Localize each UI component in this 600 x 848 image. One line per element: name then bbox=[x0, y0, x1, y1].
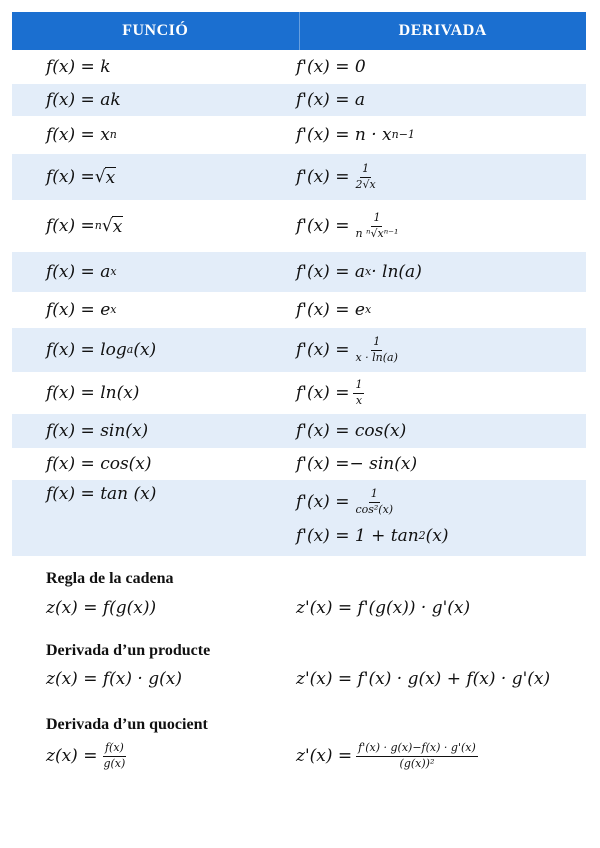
derivative-cell: f'(x) =− sin(x) bbox=[296, 454, 418, 474]
function-prefix: f(x) = bbox=[46, 216, 95, 236]
radical-sign: √ bbox=[94, 167, 106, 187]
function-cell: z(x) = f(x) · g(x) bbox=[46, 669, 182, 689]
function-cell: f(x) = a x bbox=[46, 262, 117, 282]
derivative-cell bbox=[290, 163, 586, 191]
fraction bbox=[353, 379, 364, 407]
function-suffix: (x) bbox=[133, 340, 157, 360]
function-base: f(x) = e bbox=[46, 300, 111, 320]
derivative-tail: · ln(a) bbox=[371, 262, 422, 282]
fraction bbox=[353, 336, 399, 364]
function-prefix: f(x) = bbox=[46, 167, 95, 187]
derivative-cell: f'(x) = e x bbox=[296, 300, 372, 320]
product-rule-block bbox=[12, 628, 586, 700]
chain-rule-title bbox=[12, 570, 290, 588]
derivative-prefix: f'(x) = bbox=[296, 167, 350, 187]
fraction bbox=[353, 488, 395, 516]
numerator: 1 bbox=[371, 212, 382, 227]
derivative-cell: f'(x) = n · x n−1 bbox=[296, 125, 415, 145]
function-prefix: f(x) = log bbox=[46, 340, 127, 360]
derivative-cell: z'(x) = f'(g(x)) · g'(x) bbox=[296, 598, 471, 618]
function-cell: f(x) = ak bbox=[46, 90, 121, 110]
function-cell: z(x) = f(g(x)) bbox=[46, 598, 157, 618]
radical-sign: √ bbox=[101, 216, 113, 236]
table-row bbox=[12, 292, 586, 328]
fraction bbox=[353, 212, 400, 240]
table-row bbox=[12, 414, 586, 448]
table-row bbox=[12, 116, 586, 154]
numerator: 1 bbox=[369, 488, 380, 503]
function-prefix: z(x) = bbox=[46, 746, 98, 766]
table-row bbox=[12, 372, 586, 414]
derivative-cell: f'(x) = $\frac{1}{\text{cos²(x)}}$ f'(x) = 1 + tan 2 (x) bbox=[296, 486, 449, 546]
fraction bbox=[353, 163, 377, 191]
section-heading-row bbox=[12, 556, 586, 588]
numerator: 1 bbox=[371, 336, 382, 351]
denominator: n ⁿ√xⁿ⁻¹ bbox=[355, 226, 399, 240]
denominator: 2√x bbox=[355, 177, 376, 191]
section-heading-row bbox=[12, 700, 586, 734]
table-row bbox=[12, 480, 586, 556]
derivative-prefix: z'(x) = bbox=[296, 746, 353, 766]
numerator: 1 bbox=[360, 163, 371, 178]
numerator: f(x) bbox=[103, 742, 126, 757]
denominator: (g(x))² bbox=[399, 756, 435, 770]
table-row bbox=[12, 660, 586, 698]
derivative-base: f'(x) = a bbox=[296, 262, 366, 282]
derivatives-table bbox=[12, 12, 586, 778]
function-cell: f(x) = e x bbox=[46, 300, 117, 320]
function-cell: f(x) = n √ x bbox=[46, 216, 123, 237]
header-derivative: DERIVADA bbox=[398, 22, 487, 39]
table-row bbox=[12, 328, 586, 372]
function-cell bbox=[12, 742, 290, 770]
function-cell: f(x) = ln(x) bbox=[46, 383, 140, 403]
section-title: Regla de la cadena bbox=[46, 570, 174, 587]
table-row bbox=[12, 252, 586, 292]
derivative-cell: z'(x) = f'(x) · g(x) + f(x) · g'(x) bbox=[296, 669, 551, 689]
function-base: f(x) = x bbox=[46, 125, 110, 145]
derivative-cell bbox=[290, 336, 586, 364]
derivative-cell bbox=[290, 379, 586, 407]
denominator: cos²(x) bbox=[355, 502, 394, 516]
derivative-cell: f'(x) = 0 bbox=[296, 57, 366, 77]
table-row bbox=[12, 588, 586, 628]
section-heading-row bbox=[12, 628, 586, 660]
radicand: x bbox=[112, 216, 123, 237]
table-row bbox=[12, 200, 586, 252]
derivative-cell bbox=[290, 742, 586, 770]
derivative-cell bbox=[290, 212, 586, 240]
denominator: x bbox=[355, 393, 363, 407]
function-cell: f(x) = k bbox=[46, 57, 111, 77]
function-cell bbox=[12, 167, 290, 188]
derivative-base: f'(x) = e bbox=[296, 300, 365, 320]
table-row bbox=[12, 734, 586, 778]
function-base: f(x) = a bbox=[46, 262, 111, 282]
derivative-prefix: f'(x) = bbox=[296, 383, 350, 403]
function-cell: f(x) = sin(x) bbox=[46, 421, 149, 441]
table-row bbox=[12, 448, 586, 480]
derivative-tail: (x) bbox=[425, 526, 449, 546]
derivative-cell: f'(x) = cos(x) bbox=[296, 421, 407, 441]
function-cell: f(x) = log a (x) bbox=[46, 340, 157, 360]
function-cell: f(x) = cos(x) bbox=[46, 454, 152, 474]
radicand: x bbox=[105, 167, 116, 188]
table-row bbox=[12, 84, 586, 116]
derivative-base: f'(x) = 1 + tan bbox=[296, 526, 419, 546]
derivative-cell: f'(x) = a x · ln(a) bbox=[296, 262, 422, 282]
table-header bbox=[12, 12, 586, 50]
numerator: 1 bbox=[353, 379, 364, 394]
section-title: Derivada d’un quocient bbox=[46, 716, 208, 733]
derivative-prefix: f'(x) = bbox=[296, 340, 350, 360]
fraction bbox=[101, 742, 127, 770]
product-rule-title bbox=[12, 642, 290, 660]
table-row bbox=[12, 154, 586, 200]
fraction bbox=[356, 742, 478, 770]
function-cell: f(x) = x n bbox=[46, 125, 117, 145]
derivative-base: f'(x) = n · x bbox=[296, 125, 392, 145]
table-row bbox=[12, 50, 586, 84]
derivative-prefix: f'(x) = bbox=[296, 216, 350, 236]
derivative-prefix: f'(x) = bbox=[296, 492, 350, 512]
numerator: f'(x) · g(x)−f(x) · g'(x) bbox=[356, 742, 478, 757]
section-title: Derivada d’un producte bbox=[46, 642, 211, 659]
quotient-rule-title bbox=[12, 716, 290, 734]
function-cell: f(x) = tan (x) bbox=[46, 484, 157, 504]
denominator: x · ln(a) bbox=[355, 350, 398, 364]
denominator: g(x) bbox=[103, 756, 126, 770]
derivative-cell: f'(x) = a bbox=[296, 90, 366, 110]
header-function: FUNCIÓ bbox=[12, 12, 300, 50]
